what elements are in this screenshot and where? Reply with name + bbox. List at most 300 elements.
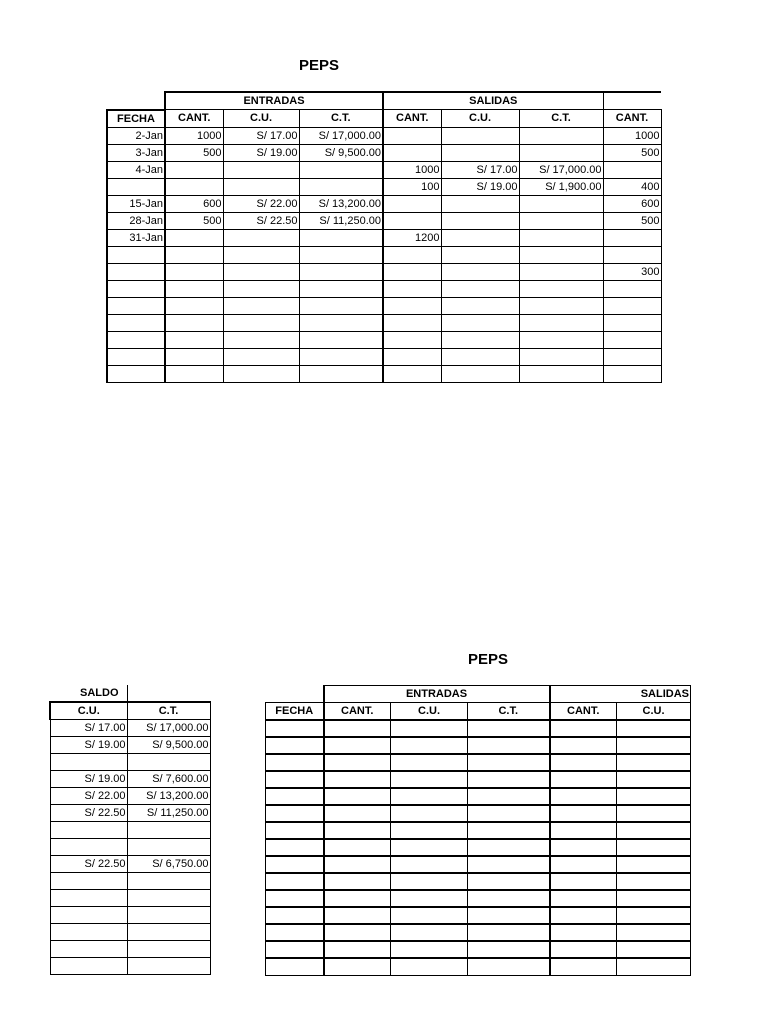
table-cell: [383, 314, 441, 331]
table-cell: [383, 365, 441, 382]
table-cell: [165, 263, 223, 280]
table-row: [50, 771, 210, 788]
table-cell: [391, 890, 468, 907]
table-cell: [617, 754, 691, 771]
table-cell: [266, 873, 324, 890]
table-cell: [266, 890, 324, 907]
table-cell: [165, 229, 223, 246]
table-row: [107, 144, 661, 161]
table-cell: [441, 263, 519, 280]
table-cell: [50, 873, 127, 890]
table-cell: [266, 924, 324, 941]
table-cell: [50, 924, 127, 941]
table-cell: [299, 297, 383, 314]
table-cell: [391, 907, 468, 924]
table-cell: [441, 365, 519, 382]
column-header: CANT.: [550, 703, 617, 721]
table-cell: [299, 263, 383, 280]
column-header: CANT.: [324, 703, 391, 721]
table-cell: [223, 161, 299, 178]
table-cell: [468, 788, 550, 805]
entradas-header: ENTRADAS: [324, 686, 550, 703]
table-row: [266, 890, 691, 907]
table-cell: [107, 280, 165, 297]
table-cell: [324, 924, 391, 941]
table-cell: 1000: [383, 161, 441, 178]
table-cell: S/ 6,750.00: [127, 856, 210, 873]
table-cell: [50, 958, 127, 975]
table-cell: [391, 924, 468, 941]
saldo-header-spill: [603, 92, 661, 110]
column-header: CANT.: [165, 110, 223, 128]
table-row: [50, 737, 210, 754]
table-cell: [550, 958, 617, 975]
table-cell: [324, 788, 391, 805]
table-cell: [266, 771, 324, 788]
table-cell: [266, 788, 324, 805]
table-cell: [165, 365, 223, 382]
table-row: [107, 127, 661, 144]
column-header: C.U.: [223, 110, 299, 128]
table-cell: [223, 246, 299, 263]
table-cell: [550, 754, 617, 771]
table-row: [107, 280, 661, 297]
table-cell: [127, 890, 210, 907]
table-cell: [617, 788, 691, 805]
table-cell: [50, 941, 127, 958]
table-cell: [617, 890, 691, 907]
table-cell: [617, 941, 691, 958]
table-cell: [383, 144, 441, 161]
table-cell: [127, 822, 210, 839]
table-cell: [519, 331, 603, 348]
table-cell: S/ 17,000.00: [127, 720, 210, 737]
table-cell: [468, 737, 550, 754]
table-cell: [550, 907, 617, 924]
table-cell: 1200: [383, 229, 441, 246]
table-row: [266, 873, 691, 890]
table-row: [266, 737, 691, 754]
table-cell: S/ 22.50: [50, 856, 127, 873]
table-cell: [107, 331, 165, 348]
table-row: [50, 788, 210, 805]
table-cell: [324, 907, 391, 924]
table-cell: [550, 873, 617, 890]
column-header: C.T.: [519, 110, 603, 128]
table-cell: S/ 22.50: [50, 805, 127, 822]
table-cell: [391, 805, 468, 822]
table-cell: [165, 314, 223, 331]
table-cell: [107, 246, 165, 263]
table-cell: S/ 22.00: [223, 195, 299, 212]
table-cell: [165, 331, 223, 348]
table-cell: [266, 805, 324, 822]
table-cell: [468, 890, 550, 907]
table-cell: [223, 229, 299, 246]
table-cell: 15-Jan: [107, 195, 165, 212]
table-cell: [107, 263, 165, 280]
table-cell: [324, 822, 391, 839]
table-cell: [223, 297, 299, 314]
table-cell: [519, 246, 603, 263]
table-cell: [50, 822, 127, 839]
table-cell: [324, 958, 391, 975]
table-cell: [441, 246, 519, 263]
table-cell: [107, 297, 165, 314]
table-cell: [519, 144, 603, 161]
table-cell: 500: [165, 144, 223, 161]
table-cell: [107, 314, 165, 331]
table-cell: [324, 737, 391, 754]
table-row: [266, 805, 691, 822]
table-row: [266, 907, 691, 924]
table-row: [50, 941, 210, 958]
table-row: [50, 958, 210, 975]
table-cell: [468, 924, 550, 941]
table-cell: S/ 17.00: [50, 720, 127, 737]
table-cell: [519, 127, 603, 144]
table-row: [50, 890, 210, 907]
table-cell: S/ 19.00: [50, 737, 127, 754]
table-cell: [550, 839, 617, 856]
table-row: [50, 805, 210, 822]
table-cell: S/ 11,250.00: [299, 212, 383, 229]
table-cell: [50, 890, 127, 907]
table-cell: S/ 11,250.00: [127, 805, 210, 822]
table-row: [266, 856, 691, 873]
table-cell: [324, 873, 391, 890]
table-cell: [617, 720, 691, 737]
table-cell: [519, 297, 603, 314]
table-cell: [603, 297, 661, 314]
table-cell: [391, 771, 468, 788]
table-cell: S/ 13,200.00: [127, 788, 210, 805]
table-row: [50, 720, 210, 737]
salidas-header: SALIDAS: [383, 92, 603, 110]
table-cell: [165, 246, 223, 263]
table-cell: [127, 958, 210, 975]
table-cell: [383, 127, 441, 144]
table-cell: [603, 331, 661, 348]
table-cell: [324, 890, 391, 907]
table-cell: [383, 263, 441, 280]
column-header: C.U.: [391, 703, 468, 721]
table-row: [266, 822, 691, 839]
table-cell: [468, 771, 550, 788]
table-cell: [107, 178, 165, 195]
table-cell: [519, 263, 603, 280]
table-cell: [50, 839, 127, 856]
table-cell: [617, 737, 691, 754]
table-row: [107, 365, 661, 382]
table-cell: S/ 9,500.00: [299, 144, 383, 161]
table-cell: [617, 822, 691, 839]
table-cell: S/ 9,500.00: [127, 737, 210, 754]
table-row: [107, 229, 661, 246]
table-cell: S/ 1,900.00: [519, 178, 603, 195]
table-cell: [324, 805, 391, 822]
table-cell: [324, 856, 391, 873]
table-cell: [299, 348, 383, 365]
table-cell: [603, 229, 661, 246]
table-cell: [266, 856, 324, 873]
table-cell: [617, 907, 691, 924]
table-row: [107, 161, 661, 178]
column-header: C.T.: [299, 110, 383, 128]
table-cell: [299, 314, 383, 331]
table-row: [107, 212, 661, 229]
table-cell: [266, 941, 324, 958]
table-row: [266, 839, 691, 856]
table-row: [107, 348, 661, 365]
table-cell: S/ 19.00: [50, 771, 127, 788]
table-cell: [441, 297, 519, 314]
table-cell: S/ 22.00: [50, 788, 127, 805]
table-row: [50, 907, 210, 924]
table-cell: [441, 229, 519, 246]
table-row: [266, 958, 691, 975]
table-cell: [223, 365, 299, 382]
table-cell: [299, 365, 383, 382]
table-cell: [550, 822, 617, 839]
table-cell: 2-Jan: [107, 127, 165, 144]
table-row: [266, 788, 691, 805]
table-cell: [468, 822, 550, 839]
table-row: [107, 314, 661, 331]
table-cell: [519, 229, 603, 246]
table-cell: [299, 331, 383, 348]
table-cell: [383, 297, 441, 314]
table-cell: [383, 195, 441, 212]
table-cell: 4-Jan: [107, 161, 165, 178]
table-cell: [391, 839, 468, 856]
table-cell: [127, 941, 210, 958]
table-cell: [391, 873, 468, 890]
table-cell: [391, 737, 468, 754]
table-cell: [299, 280, 383, 297]
page-title: PEPS: [299, 57, 340, 74]
table-cell: [223, 314, 299, 331]
table-cell: [441, 314, 519, 331]
table-cell: [299, 178, 383, 195]
table-cell: [550, 771, 617, 788]
table-cell: [617, 771, 691, 788]
table-cell: S/ 17.00: [441, 161, 519, 178]
table-cell: [603, 161, 661, 178]
table-cell: [468, 907, 550, 924]
table-row: [50, 754, 210, 771]
table-cell: [468, 856, 550, 873]
table-cell: [391, 788, 468, 805]
table-row: [50, 822, 210, 839]
table-cell: [441, 348, 519, 365]
table-cell: 500: [165, 212, 223, 229]
table-cell: [519, 365, 603, 382]
column-header: C.U.: [441, 110, 519, 128]
table-cell: [603, 314, 661, 331]
table-cell: [324, 720, 391, 737]
table-cell: [299, 229, 383, 246]
table-cell: [383, 331, 441, 348]
table-cell: [441, 280, 519, 297]
table-cell: [383, 280, 441, 297]
table-cell: [107, 348, 165, 365]
table-cell: [165, 178, 223, 195]
table-row: [50, 924, 210, 941]
table-cell: [441, 212, 519, 229]
table-cell: [519, 212, 603, 229]
table-cell: 500: [603, 212, 661, 229]
table-cell: [617, 856, 691, 873]
table-cell: [519, 348, 603, 365]
table-cell: [617, 873, 691, 890]
table-cell: [324, 771, 391, 788]
table-cell: [391, 941, 468, 958]
table-cell: 500: [603, 144, 661, 161]
table-cell: [550, 788, 617, 805]
column-header: CANT.: [603, 110, 661, 128]
table-cell: 31-Jan: [107, 229, 165, 246]
table-cell: [441, 195, 519, 212]
table-cell: [324, 754, 391, 771]
table-row: [50, 856, 210, 873]
table-cell: [391, 822, 468, 839]
table-row: [266, 754, 691, 771]
table-cell: 600: [603, 195, 661, 212]
table-cell: [550, 941, 617, 958]
table-cell: 100: [383, 178, 441, 195]
table-cell: [127, 924, 210, 941]
table-cell: [299, 161, 383, 178]
table-row: [107, 246, 661, 263]
table-cell: [603, 348, 661, 365]
table-cell: [468, 958, 550, 975]
page-title-2: PEPS: [468, 651, 509, 668]
column-header: C.T.: [468, 703, 550, 721]
table-cell: [550, 856, 617, 873]
table-cell: 3-Jan: [107, 144, 165, 161]
column-header: CANT.: [383, 110, 441, 128]
table-cell: [324, 839, 391, 856]
table-cell: [550, 737, 617, 754]
table-row: [107, 178, 661, 195]
table-cell: [266, 737, 324, 754]
table-cell: [391, 720, 468, 737]
table-cell: [603, 246, 661, 263]
table-cell: [519, 314, 603, 331]
table-cell: [468, 873, 550, 890]
table-cell: [165, 280, 223, 297]
table-cell: [468, 839, 550, 856]
table-cell: [617, 839, 691, 856]
table-cell: [223, 263, 299, 280]
table-cell: [391, 856, 468, 873]
table-cell: [266, 839, 324, 856]
table-row: [266, 924, 691, 941]
table-cell: [127, 754, 210, 771]
column-header: C.U.: [617, 703, 691, 721]
table-cell: S/ 19.00: [223, 144, 299, 161]
table-cell: [165, 297, 223, 314]
table-cell: [165, 348, 223, 365]
column-header: FECHA: [266, 703, 324, 721]
table-row: [107, 297, 661, 314]
table-row: [107, 263, 661, 280]
table-cell: [223, 280, 299, 297]
table-cell: [383, 212, 441, 229]
table-cell: [519, 195, 603, 212]
table-cell: S/ 17,000.00: [299, 127, 383, 144]
table-cell: 1000: [603, 127, 661, 144]
table-cell: [266, 822, 324, 839]
table-cell: [550, 720, 617, 737]
table-cell: [266, 754, 324, 771]
table-cell: [550, 805, 617, 822]
column-header: FECHA: [107, 110, 165, 128]
saldo-header: SALDO: [50, 685, 127, 702]
table-cell: [324, 941, 391, 958]
table-cell: [223, 331, 299, 348]
table-cell: [468, 720, 550, 737]
column-header: C.U.: [50, 702, 127, 720]
table-cell: [127, 907, 210, 924]
table-cell: [266, 720, 324, 737]
table-cell: 600: [165, 195, 223, 212]
table-cell: [441, 331, 519, 348]
table-cell: [223, 178, 299, 195]
table-cell: [266, 958, 324, 975]
table-cell: [266, 907, 324, 924]
table-cell: [617, 924, 691, 941]
table-cell: [441, 127, 519, 144]
table-row: [266, 941, 691, 958]
table-cell: [107, 365, 165, 382]
table-cell: [299, 246, 383, 263]
table-cell: [519, 280, 603, 297]
table-cell: [468, 805, 550, 822]
table-cell: [50, 754, 127, 771]
table-cell: 1000: [165, 127, 223, 144]
table-cell: S/ 7,600.00: [127, 771, 210, 788]
table-row: [107, 331, 661, 348]
peps-table: [106, 91, 662, 383]
table-cell: [165, 161, 223, 178]
table-cell: S/ 17.00: [223, 127, 299, 144]
table-cell: [383, 246, 441, 263]
table-cell: [127, 839, 210, 856]
table-cell: [603, 280, 661, 297]
table-cell: 28-Jan: [107, 212, 165, 229]
table-cell: [391, 958, 468, 975]
table-row: [50, 873, 210, 890]
peps-table-blank: [265, 685, 691, 976]
entradas-header: ENTRADAS: [165, 92, 383, 110]
saldo-table: [49, 685, 211, 975]
table-cell: [383, 348, 441, 365]
table-cell: [550, 890, 617, 907]
table-cell: S/ 17,000.00: [519, 161, 603, 178]
table-cell: [468, 941, 550, 958]
table-cell: [127, 873, 210, 890]
table-cell: [391, 754, 468, 771]
table-row: [266, 771, 691, 788]
table-cell: [617, 958, 691, 975]
table-cell: [617, 805, 691, 822]
table-row: [107, 195, 661, 212]
table-cell: 400: [603, 178, 661, 195]
table-cell: S/ 13,200.00: [299, 195, 383, 212]
table-cell: [603, 365, 661, 382]
